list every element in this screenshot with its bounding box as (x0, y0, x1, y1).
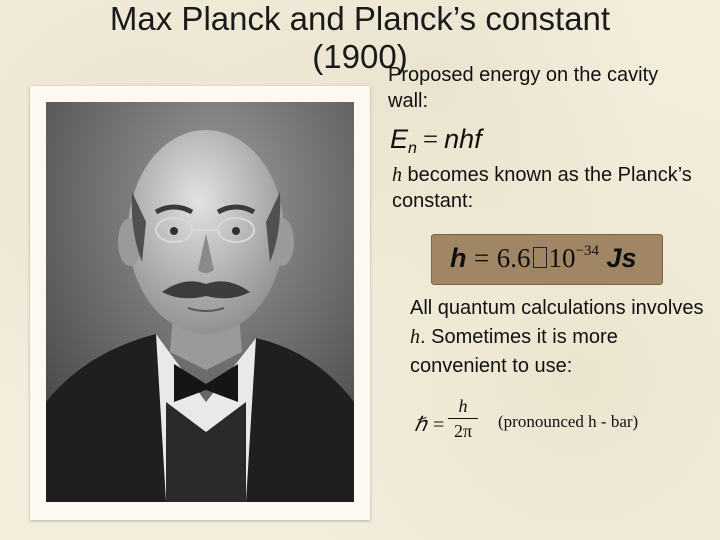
h-bar-equals-sign: = (431, 414, 446, 436)
h-bar-numerator: h (458, 396, 468, 416)
portrait-frame (30, 86, 370, 520)
planck-constant-equation-box (431, 234, 663, 285)
energy-equation (390, 124, 482, 158)
h-bar-fraction (448, 396, 478, 441)
energy-rhs: nhf (444, 124, 482, 154)
constant-base: 10 (548, 243, 576, 273)
h-symbol: h (392, 164, 402, 186)
quantum-calculations-text (410, 294, 710, 381)
title-line-1: Max Planck and Planck’s constant (109, 0, 611, 37)
constant-h-symbol: h (450, 243, 467, 273)
planck-constant-equation (450, 243, 637, 274)
h-bar-pronunciation: (pronounced h - bar) (498, 412, 639, 431)
planck-constant-text (392, 162, 692, 214)
fraction-bar (448, 418, 478, 419)
h-bar-symbol: ℏ (414, 414, 427, 436)
multiply-glyph-placeholder (533, 247, 547, 268)
h-bar-lhs (414, 412, 445, 437)
title-line-2: (1900) (312, 38, 408, 75)
quantum-h-symbol: h (410, 326, 420, 348)
proposed-energy-text: Proposed energy on the cavity wall: (388, 64, 659, 112)
energy-symbol: E (390, 124, 409, 154)
quantum-text-after: . Sometimes it is more convenient to use: (410, 326, 618, 377)
constant-unit: Js (606, 243, 637, 273)
constant-exponent: −34 (575, 243, 599, 259)
energy-subscript: n (408, 140, 417, 157)
constant-equals-sign: = (474, 243, 490, 273)
planck-constant-text-rest: becomes known as the Planck’s constant: (392, 164, 692, 212)
constant-value: 6.6 (496, 243, 531, 273)
h-bar-denominator: 2π (453, 421, 473, 441)
portrait-illustration (46, 102, 354, 502)
max-planck-portrait-image (46, 102, 354, 502)
energy-equals-sign: = (422, 124, 439, 154)
quantum-text-before: All quantum calculations involves (410, 297, 704, 319)
